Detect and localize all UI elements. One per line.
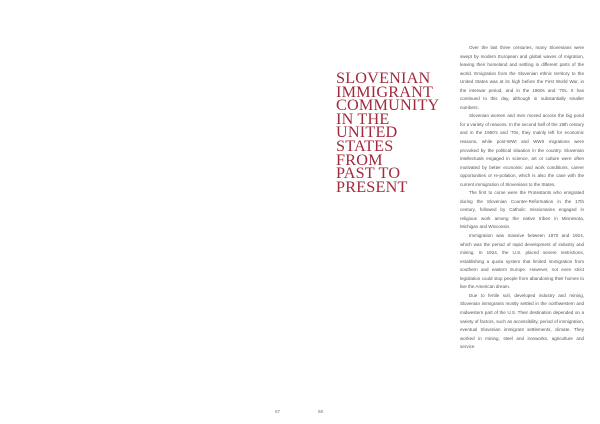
paragraph: Over the last three centuries, many Slovenians were swept by modern European and global waves of migration, leaving their homeland and settling in different parts of the world. Emigration from the Slovenian ethnic territory to the United States was at its high before the First World War, in the interwar period, and in the 1960s and '70s. It has continued to this day, although in substantially smaller numbers. xyxy=(460,45,584,110)
page-number-left: 67 xyxy=(275,409,281,414)
title-line: STATES xyxy=(336,136,394,155)
title-line: IN THE xyxy=(336,109,390,128)
title-line: PRESENT xyxy=(336,177,408,196)
paragraph: Due to fertile soil, developed industry and mining, Slovenian immigrants mostly settled in the northwestern and midwestern part of the U.S. Their destination depended on a variety of factors, such as accessibility, period of immigration, eventual Slovenian immigrant settlements, climate. They worked in mining, steel and ironworks, agriculture and service xyxy=(460,292,584,350)
page-number-right: 68 xyxy=(318,409,324,414)
title-line: IMMIGRANT xyxy=(336,82,434,101)
paragraph: Immigration was massive between 1870 and 1924, which was the period of rapid development of industry and mining. In 1924, the U.S. placed severe restrictions, establishing a quota system that limited immigration from southern and eastern Europe. However, not even strict legislation could stop people from abandoning their homes to live the American dream. xyxy=(460,233,584,290)
body-text-column xyxy=(460,44,584,352)
title-line: COMMUNITY xyxy=(336,96,440,115)
title-line: PAST TO xyxy=(336,164,401,183)
paragraph: The first to come were the Protestants who emigrated during the Slovenian Counter-Reformation in the 17th century, followed by Catholic missionaries engaged in religious work among the native tribes in Minnesota, Michigan and Wisconsin. xyxy=(460,190,584,230)
title-line: SLOVENIAN xyxy=(336,69,431,87)
title-line: UNITED xyxy=(336,123,398,142)
paragraph: Slovenian women and men moved across the big pond for a variety of reasons. In the second half of the 19th century and in the 1960's and '70s, they mainly left for economic reasons, while post-WWI and WWII migrations were provoked by the political situation in the country. Slovenian intellectuals engaged in science, art or culture were often motivated by better economic and work conditions, career opportunities or re-polation, which is also the case with the current immigration of Slovenians to the States. xyxy=(460,113,584,187)
chapter-title xyxy=(336,69,456,196)
title-line: FROM xyxy=(336,150,383,169)
